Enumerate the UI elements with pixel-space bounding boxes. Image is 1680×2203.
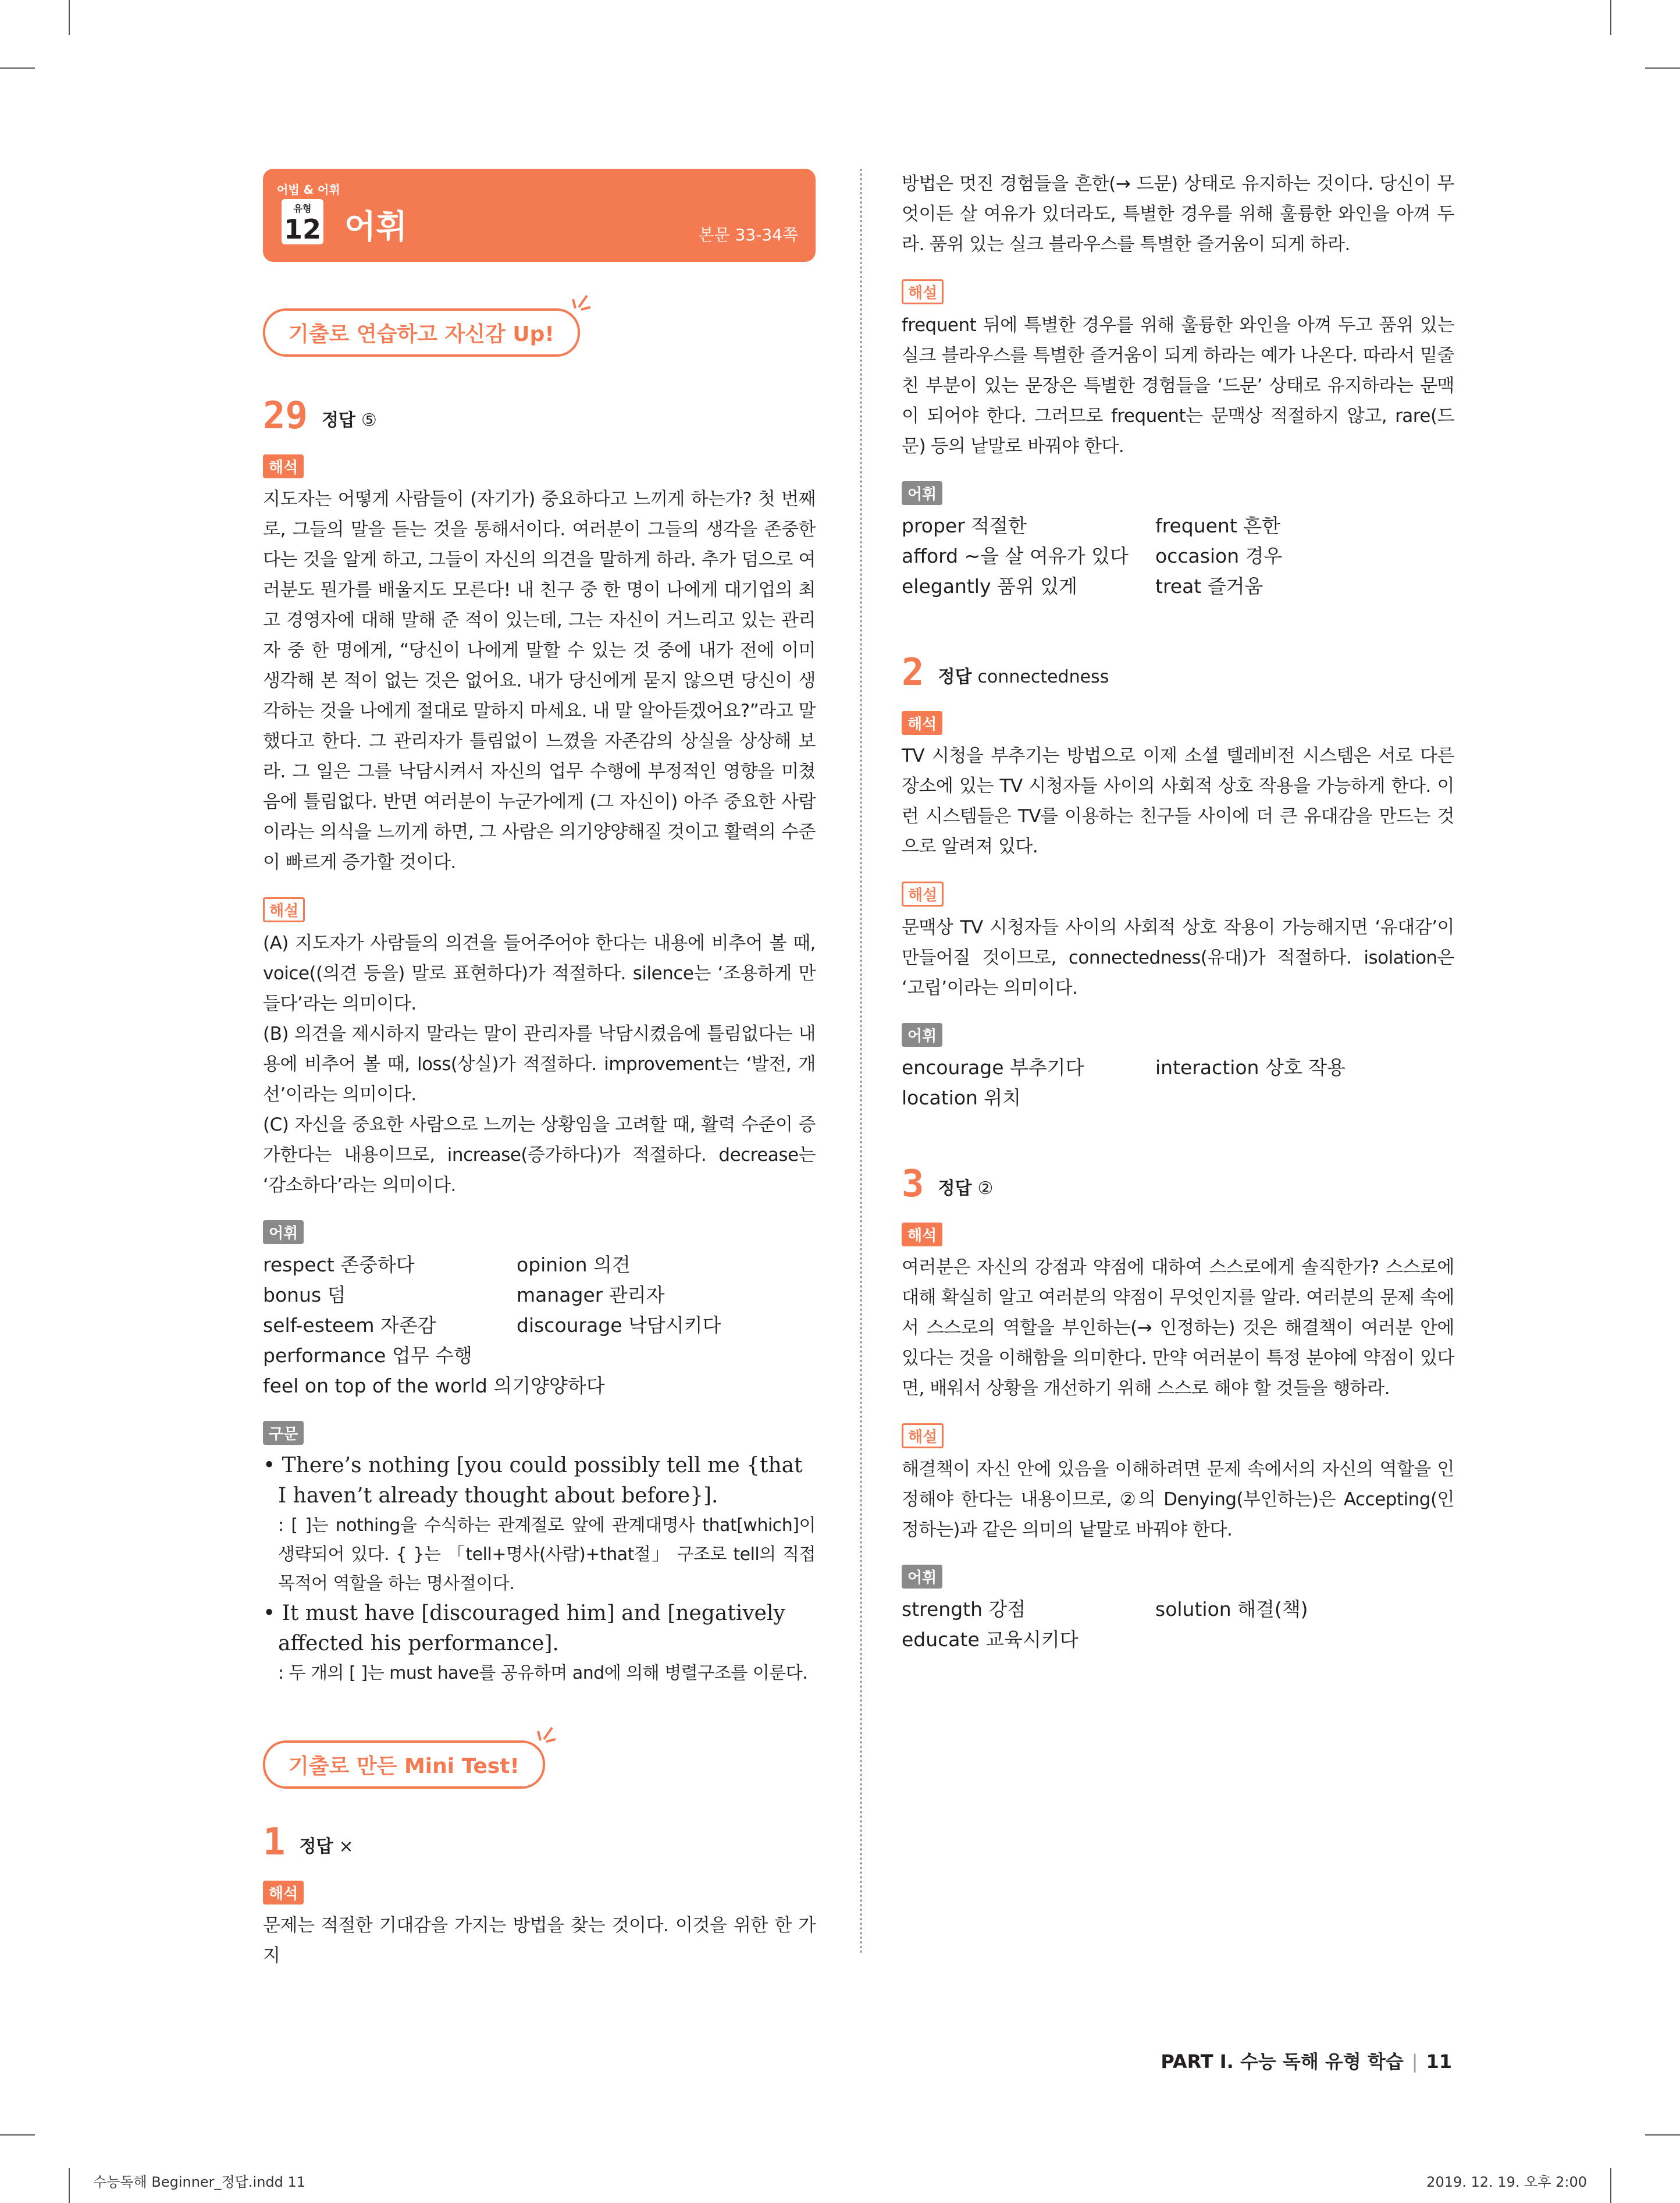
vocab-item: frequent 흔한 [1155, 514, 1281, 537]
crop-mark [69, 0, 70, 35]
vocab-item: discourage 낙담시키다 [517, 1314, 721, 1337]
explanation-item: (C) 자신을 중요한 사람으로 느끼는 상황임을 고려할 때, 활력 수준이 증가한다는 내용이므로, increase(증가하다)가 적절하다. decrease는 ‘감소하다’라는 의미이다. [263, 1114, 816, 1196]
crop-mark [0, 2134, 35, 2136]
vocabulary-list [902, 1594, 1454, 1655]
translation-tag: 해석 [263, 454, 304, 478]
section-banner [263, 169, 816, 262]
type-number-box [282, 199, 323, 244]
vocab-item: respect 존중하다 [263, 1253, 415, 1276]
section-title: 기출로 만든 Mini Test! [289, 1754, 519, 1778]
question-header [263, 395, 816, 438]
answer-label: 정답 [299, 1836, 333, 1857]
crop-mark [1645, 67, 1680, 69]
vocab-item [1155, 1625, 1454, 1655]
vocab-item: strength 강점 [902, 1598, 1026, 1621]
translation-tag: 해석 [263, 1881, 304, 1904]
vocabulary-list [902, 1053, 1454, 1113]
translation-tag: 해석 [902, 711, 942, 735]
banner-title: 어휘 [344, 208, 408, 246]
syntax-note: : [ ]는 nothing을 수식하는 관계절로 앞에 관계대명사 that[which]이 생략되어 있다. { }는 「tell+명사(사람)+that절」 구조로 tell의 직접목적어 역할을 하는 명사절이다. [278, 1515, 816, 1594]
vocab-item: interaction 상호 작용 [1155, 1056, 1346, 1079]
column-divider [860, 169, 862, 1955]
vocab-item: educate 교육시키다 [902, 1628, 1079, 1651]
left-column [263, 169, 816, 1971]
syntax-tag: 구문 [263, 1421, 304, 1445]
question-header [902, 651, 1454, 694]
translation-text: 방법은 멋진 경험들을 흔한(→ 드문) 상태로 유지하는 것이다. 당신이 무엇이든 살 여유가 있더라도, 특별한 경우를 위해 훌륭한 와인을 아껴 두라. 품위 있는 실크 블라우스를 특별한 즐거움이 되게 하라. [902, 173, 1454, 255]
right-column [902, 169, 1454, 1655]
translation-text: TV 시청을 부추기는 방법으로 이제 소셜 텔레비전 시스템은 서로 다른 장소에 있는 TV 시청자들 사이의 사회적 상호 작용을 가능하게 한다. 이런 시스템들은 TV를 이용하는 친구들 사이에 더 큰 유대감을 만드는 것으로 알려져 있다. [902, 745, 1454, 857]
sparkle-icon [537, 1723, 557, 1743]
print-slug-file: 수능독해 Beginner_정답.indd 11 [93, 2174, 306, 2190]
vocab-item: treat 즐거움 [1155, 575, 1263, 598]
translation-text: 여러분은 자신의 강점과 약점에 대하여 스스로에게 솔직한가? 스스로에 대해 확실히 알고 여러분의 약점이 무엇인지를 알라. 여러분의 문제 속에서 스스로의 역할을 부인하는(→ 인정하는) 것은 해결책이 여러분 안에 있다는 것을 이해함을 의미한다. 만약 여러분이 특정 분야에 약점이 있다면, 배워서 상황을 개선하기 위해 스스로 해야 할 것들을 행하라. [902, 1257, 1454, 1399]
vocab-item: encourage 부추기다 [902, 1056, 1084, 1079]
vocabulary-tag: 어휘 [902, 481, 942, 505]
explanation-text [263, 928, 816, 1200]
explanation-text: 문맥상 TV 시청자들 사이의 사회적 상호 작용이 가능해지면 ‘유대감’이 만들어질 것이므로, connectedness(유대)가 적절하다. isolation은 ‘고립’이라는 의미이다. [902, 917, 1454, 999]
section-title-pill [263, 308, 580, 357]
syntax-section [263, 1451, 816, 1688]
answer-line [322, 406, 377, 431]
translation-tag: 해석 [902, 1223, 942, 1246]
explanation-tag: 해설 [902, 279, 944, 304]
crop-mark [0, 67, 35, 69]
vocab-item: bonus 덤 [263, 1284, 346, 1306]
question-number: 29 [263, 395, 308, 438]
answer-line [300, 1832, 354, 1857]
answer-label: 정답 [938, 667, 972, 687]
footer-separator: | [1411, 2051, 1418, 2073]
page-footer [1161, 2047, 1452, 2074]
vocab-item: feel on top of the world 의기양양하다 [263, 1374, 605, 1397]
banner-page-ref: 본문 33-34쪽 [698, 225, 798, 244]
vocab-item: solution 해결(책) [1155, 1598, 1308, 1621]
vocab-item: opinion 의견 [517, 1253, 631, 1276]
vocabulary-list [263, 1250, 816, 1401]
question-header [263, 1821, 816, 1864]
vocab-item: proper 적절한 [902, 514, 1027, 537]
page-number: 11 [1426, 2051, 1452, 2073]
vocab-item: occasion 경우 [1155, 545, 1283, 567]
syntax-sentence: • It must have [discouraged him] and [negatively affected his performance]. [263, 1601, 785, 1655]
answer-value: × [339, 1836, 354, 1857]
explanation-item: (B) 의견을 제시하지 말라는 말이 관리자를 낙담시켰음에 틀림없다는 내용에 비추어 볼 때, loss(상실)가 적절하다. improvement는 ‘발전, 개선’이라는 의미이다. [263, 1024, 816, 1105]
explanation-item: (A) 지도자가 사람들의 의견을 들어주어야 한다는 내용에 비추어 볼 때, voice((의견 등을) 말로 표현하다)가 적절하다. silence는 ‘조용하게 만들다’라는 의미이다. [263, 933, 816, 1014]
vocab-item: self-esteem 자존감 [263, 1314, 436, 1337]
answer-line [938, 662, 1109, 688]
vocab-item: performance 업무 수행 [263, 1344, 472, 1367]
answer-value: ⑤ [361, 410, 377, 431]
sparkle-icon [572, 291, 592, 311]
crop-mark [1610, 0, 1611, 35]
type-label: 유형 [293, 203, 312, 214]
translation-text: 문제는 적절한 기대감을 가지는 방법을 찾는 것이다. 이것을 위한 한 가지 [263, 1915, 816, 1966]
section-title: 기출로 연습하고 자신감 Up! [289, 322, 554, 346]
explanation-tag: 해설 [263, 897, 305, 922]
explanation-text: 해결책이 자신 안에 있음을 이해하려면 문제 속에서의 자신의 역할을 인정해야 한다는 내용이므로, ②의 Denying(부인하는)은 Accepting(인정하는)과 같은 의미의 낱말로 바꿔야 한다. [902, 1459, 1454, 1540]
vocabulary-tag: 어휘 [902, 1565, 942, 1589]
print-slug-date: 2019. 12. 19. 오후 2:00 [1426, 2174, 1587, 2190]
explanation-tag: 해설 [902, 1423, 944, 1448]
part-title: PART Ⅰ. 수능 독해 유형 학습 [1161, 2051, 1404, 2073]
question-number: 2 [902, 651, 924, 694]
banner-kicker: 어법 & 어휘 [277, 183, 340, 197]
vocab-item [1155, 1083, 1454, 1113]
answer-value: ② [977, 1178, 994, 1199]
explanation-text: frequent 뒤에 특별한 경우를 위해 훌륭한 와인을 아껴 두고 품위 있는 실크 블라우스를 특별한 즐거움이 되게 하라는 예가 나온다. 따라서 밑줄 친 부분이 있는 문장은 특별한 경험들을 ‘드문’ 상태로 유지하라는 문맥이 되어야 한다. 그러므로 frequent는 문맥상 적절하지 않고, rare(드문) 등의 낱말로 바꿔야 한다. [902, 315, 1454, 457]
vocabulary-tag: 어휘 [902, 1023, 942, 1047]
crop-mark [1645, 2134, 1680, 2136]
answer-line [938, 1174, 994, 1199]
answer-label: 정답 [322, 410, 356, 431]
vocabulary-tag: 어휘 [263, 1220, 304, 1244]
question-number: 1 [263, 1821, 286, 1864]
section-title-pill [263, 1740, 545, 1789]
vocab-item [517, 1341, 816, 1371]
type-number: 12 [283, 214, 321, 245]
answer-value: connectedness [977, 667, 1109, 687]
vocab-item: manager 관리자 [517, 1284, 665, 1306]
syntax-note: : 두 개의 [ ]는 must have를 공유하며 and에 의해 병렬구조를 이룬다. [278, 1663, 808, 1683]
question-number: 3 [902, 1163, 924, 1206]
crop-mark [1610, 2168, 1611, 2203]
vocab-item: elegantly 품위 있게 [902, 575, 1077, 598]
crop-mark [69, 2168, 70, 2203]
question-header [902, 1163, 1454, 1206]
vocab-item: afford ~을 살 여유가 있다 [902, 545, 1129, 567]
vocab-item: location 위치 [902, 1086, 1021, 1109]
explanation-tag: 해설 [902, 882, 944, 907]
answer-label: 정답 [938, 1178, 972, 1199]
translation-text: 지도자는 어떻게 사람들이 (자기가) 중요하다고 느끼게 하는가? 첫 번째로, 그들의 말을 듣는 것을 통해서이다. 여러분이 그들의 생각을 존중한다는 것을 알게 하고, 그들이 자신의 의견을 말하게 하라. 추가 덤으로 여러분도 뭔가를 배울지도 모른다! 내 친구 중 한 명이 나에게 대기업의 최고 경영자에 대해 말해 준 적이 있는데, 그는 자신이 거느리고 있는 관리자 중 한 명에게, “당신이 나에게 말할 수 있는 것 중에 내가 전에 이미 생각해 본 적이 없는 것은 없어요. 내가 당신에게 묻지 않으면 당신이 생각하는 것을 나에게 절대로 말하지 마세요. 내 말 알아듣겠어요?”라고 말했다고 한다. 그 관리자가 틀림없이 느꼈을 자존감의 상실을 상상해 보라. 그 일은 그를 낙담시켜서 자신의 업무 수행에 부정적인 영향을 미쳤음에 틀림없다. 반면 여러분이 누군가에게 (그 자신이) 아주 중요한 사람이라는 의식을 느끼게 하면, 그 사람은 의기양양해질 것이고 활력의 수준이 빠르게 증가할 것이다. [263, 489, 816, 873]
syntax-sentence: • There’s nothing [you could possibly tell me {that I haven’t already thought about before}]. [263, 1454, 803, 1508]
vocabulary-list [902, 511, 1454, 602]
